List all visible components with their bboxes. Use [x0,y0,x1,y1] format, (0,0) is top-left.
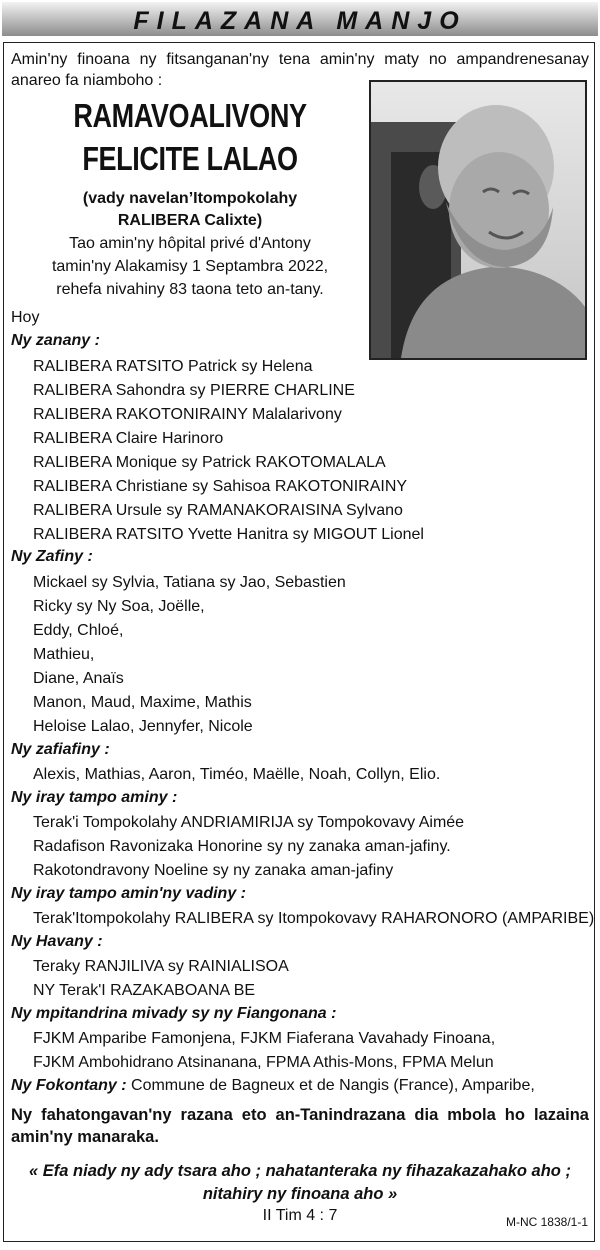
mpitandrina-item: FJKM Ambohidrano Atsinanana, FPMA Athis-Mons, FPMA Melun [33,1054,494,1071]
portrait-image [371,82,585,358]
tampo-heading: Ny iray tampo aminy : [11,789,178,806]
zafiny-heading: Ny Zafiny : [11,548,93,565]
zafiny-item: Mathieu, [33,646,95,663]
tampo-vady-heading: Ny iray tampo amin'ny vadiny : [11,885,246,902]
zanany-item: RALIBERA Monique sy Patrick RAKOTOMALALA [33,454,386,471]
scripture-reference: II Tim 4 : 7 [262,1207,338,1224]
quote-line1: « Efa niady ny ady tsara aho ; nahatanteraka ny fihazakazahako aho ; [29,1162,571,1180]
tampo-item: Terak'i Tompokolahy ANDRIAMIRIJA sy Tompokovavy Aimée [33,814,465,831]
banner-title: FILAZANA MANJO [133,7,467,35]
havany-item: NY Terak'I RAZAKABOANA BE [33,982,256,999]
fokontany-value: Commune de Bagneux et de Nangis (France), Amparibe, [131,1077,535,1094]
closing-text: Ny fahatongavan'ny razana eto an-Tanindrazana dia mbola ho lazaina amin'ny manaraka. [11,1106,589,1146]
tampo-item: Radafison Ravonizaka Honorine sy ny zanaka aman-jafiny. [33,838,451,855]
fokontany-heading: Ny Fokontany : [11,1077,127,1094]
zanany-item: RALIBERA Ursule sy RAMANAKORAISINA Sylvano [33,502,403,519]
death-place-line: Tao amin'ny hôpital privé d'Antony [69,235,311,252]
zafiny-item: Diane, Anaïs [33,670,124,687]
spouse-line2: RALIBERA Calixte) [117,212,263,229]
zanany-item: RALIBERA Claire Harinoro [33,430,224,447]
havany-item: Teraky RANJILIVA sy RAINIALISOA [33,958,289,975]
header-banner [2,2,598,36]
mpitandrina-heading: Ny mpitandrina mivady sy ny Fiangonana : [11,1005,337,1022]
death-date-line: tamin'ny Alakamisy 1 Septambra 2022, [51,258,329,275]
zanany-item: RALIBERA RATSITO Yvette Hanitra sy MIGOUT Lionel [33,526,424,543]
deceased-name-line1: RAMAVOALIVONY [73,97,307,134]
portrait-photo [369,80,587,360]
quote-line2: nitahiry ny finoana aho » [202,1185,398,1203]
zanany-item: RALIBERA RATSITO Patrick sy Helena [33,358,313,375]
zafiafiny-item: Alexis, Mathias, Aaron, Timéo, Maëlle, Noah, Collyn, Elio. [33,766,441,783]
deceased-name-line2: FELICITE LALAO [82,140,298,177]
zafiny-item: Mickael sy Sylvia, Tatiana sy Jao, Sebastien [33,574,346,591]
tampo-vady-item: Terak'Itompokolahy RALIBERA sy Itompokovavy RAHARONORO (AMPARIBE) [33,910,595,927]
zanany-item: RALIBERA Sahondra sy PIERRE CHARLINE [33,382,355,399]
spouse-line1: (vady navelan’Itompokolahy [82,190,298,207]
zanany-heading: Ny zanany : [11,332,100,349]
zanany-item: RALIBERA RAKOTONIRAINY Malalarivony [33,406,342,423]
mpitandrina-item: FJKM Amparibe Famonjena, FJKM Fiaferana Vavahady Finoana, [33,1030,496,1047]
zanany-item: RALIBERA Christiane sy Sahisoa RAKOTONIRAINY [33,478,408,495]
zafiny-item: Eddy, Chloé, [33,622,124,639]
death-age-line: rehefa nivahiny 83 taona teto an-tany. [56,281,324,298]
zafiny-item: Ricky sy Ny Soa, Joëlle, [33,598,205,615]
zafiny-item: Heloise Lalao, Jennyfer, Nicole [33,718,253,735]
tampo-item: Rakotondravony Noeline sy ny zanaka aman-jafiny [33,862,394,879]
zafiny-item: Manon, Maud, Maxime, Mathis [33,694,252,711]
hoy-label: Hoy [11,309,40,326]
havany-heading: Ny Havany : [11,933,103,950]
ad-code: M-NC 1838/1-1 [505,1215,588,1229]
intro-text: Amin'ny finoana ny fitsanganan'ny tena amin'ny maty no ampandrenesanay anareo fa niamboho : [11,51,589,89]
fokontany-line [11,1076,535,1096]
zafiafiny-heading: Ny zafiafiny : [11,741,110,758]
